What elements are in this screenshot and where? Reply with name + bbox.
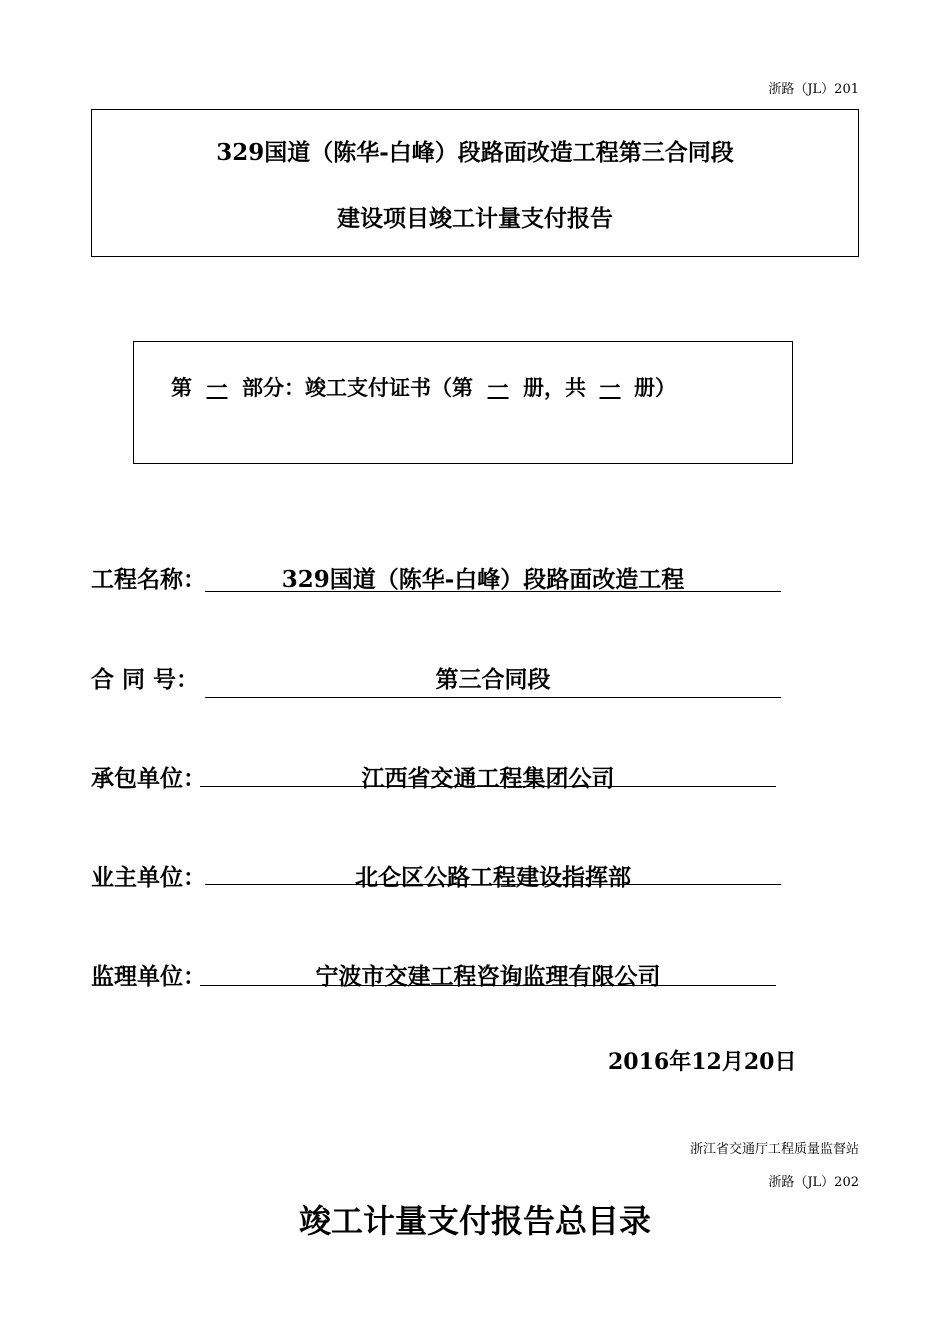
part-number: 一	[206, 375, 228, 400]
report-date: 2016年12月20日	[608, 1049, 797, 1075]
volume-line	[171, 372, 676, 402]
contract-no-rule	[205, 697, 781, 698]
contract-no-label: 合 同 号：	[91, 666, 200, 693]
part-prefix: 第	[171, 375, 192, 400]
volume-number: 一	[487, 375, 509, 400]
owner-label: 业主单位：	[91, 864, 206, 891]
contractor-label: 承包单位：	[91, 765, 206, 792]
next-page-title: 竣工计量支付报告总目录	[298, 1202, 651, 1240]
owner-rule	[205, 884, 781, 885]
cover-title-line2: 建设项目竣工计量支付报告	[337, 205, 613, 232]
volume-box	[133, 341, 793, 464]
volume-suffix: 册，共	[523, 375, 586, 400]
total-volumes: 一	[599, 375, 621, 400]
cover-title-line1: 329国道（陈华-白峰）段路面改造工程第三合同段	[216, 139, 734, 166]
form-code-top: 浙路（JL）201	[768, 82, 859, 97]
total-suffix: 册）	[634, 375, 676, 400]
part-suffix: 部分：竣工支付证书（第	[242, 375, 473, 400]
project-name-value: 329国道（陈华-白峰）段路面改造工程	[281, 566, 685, 593]
cover-title-box	[91, 109, 859, 257]
contractor-value: 江西省交通工程集团公司	[361, 765, 615, 792]
form-code-bottom: 浙路（JL）202	[768, 1175, 859, 1190]
contractor-rule	[200, 786, 776, 787]
supervisor-rule	[200, 985, 776, 986]
project-name-label: 工程名称：	[91, 566, 206, 593]
project-name-rule	[205, 591, 781, 592]
contract-no-value: 第三合同段	[435, 666, 551, 693]
owner-value: 北仑区公路工程建设指挥部	[355, 864, 631, 891]
footer-org: 浙江省交通厅工程质量监督站	[689, 1142, 859, 1157]
supervisor-label: 监理单位：	[91, 963, 206, 990]
supervisor-value: 宁波市交建工程咨询监理有限公司	[315, 963, 661, 990]
